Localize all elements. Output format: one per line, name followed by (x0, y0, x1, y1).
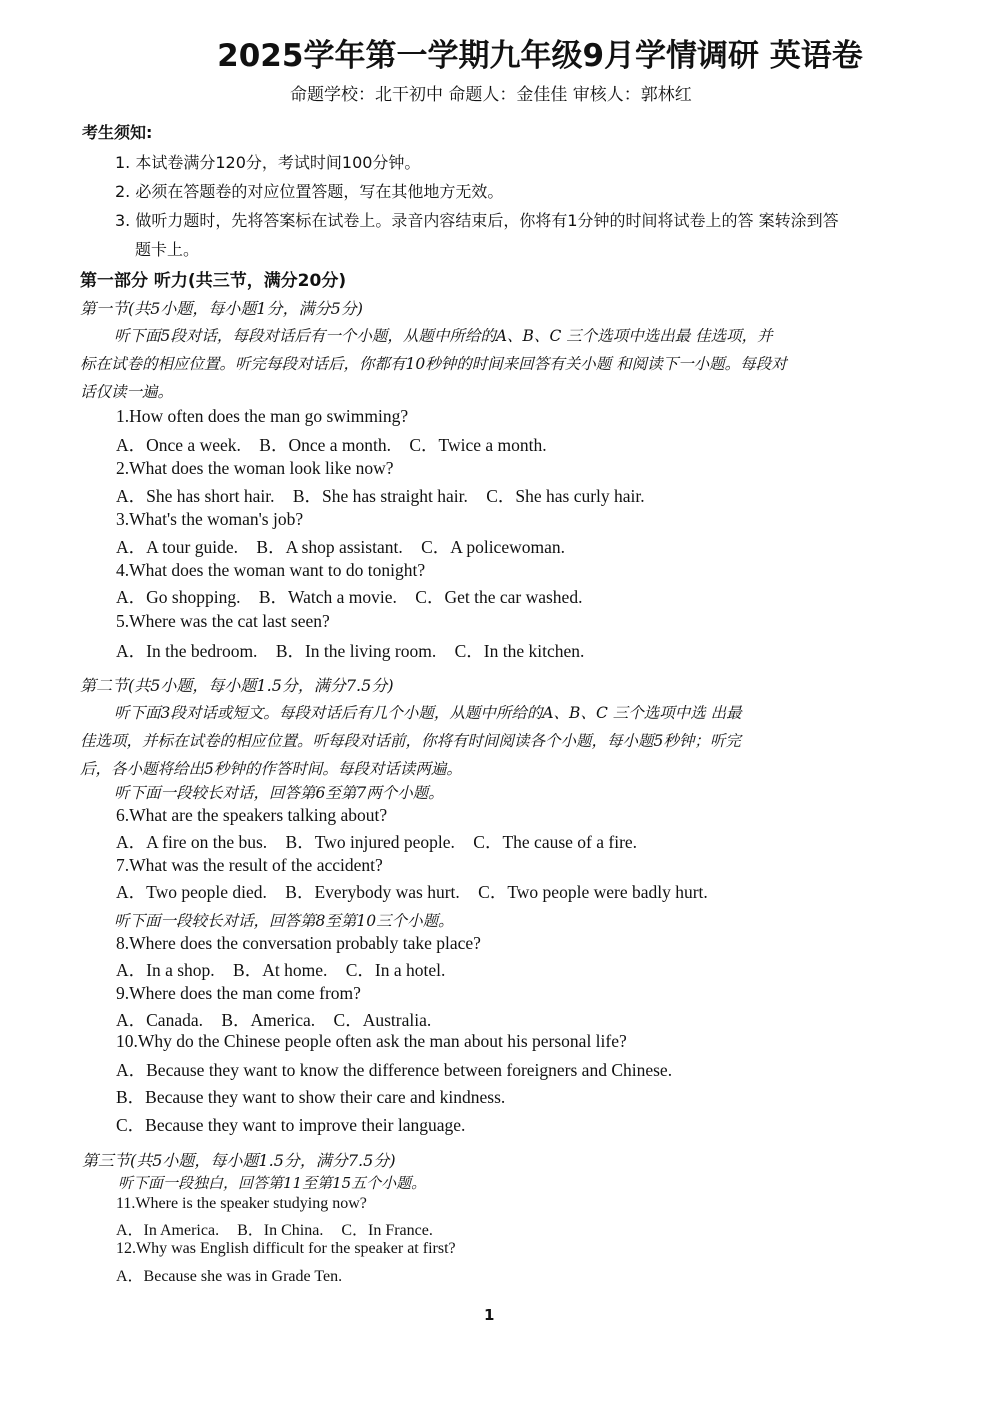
question: 9.Where does the man come from? (116, 983, 361, 1003)
option-b[interactable]: B．A shop assistant. (256, 537, 403, 557)
question: 7.What was the result of the accident? (116, 855, 383, 875)
section-title: 第二节(共5小题，每小题1.5分，满分7.5分) (80, 676, 394, 695)
question: 2.What does the woman look like now? (116, 458, 394, 478)
question: 6.What are the speakers talking about? (116, 805, 388, 825)
option-b[interactable]: B．Everybody was hurt. (285, 882, 460, 902)
option-a[interactable]: A．Once a week. (116, 435, 241, 455)
page-number: 1 (484, 1306, 495, 1324)
question: 5.Where was the cat last seen? (116, 611, 330, 631)
option-a[interactable]: A．Because she was in Grade Ten. (116, 1268, 343, 1285)
options-row (116, 483, 659, 508)
option-b[interactable]: B．Once a month. (259, 435, 391, 455)
option-c[interactable]: C．Because they want to improve their language. (116, 1115, 466, 1135)
instruction-line: 标在试卷的相应位置。听完每段对话后，你都有10秒钟的时间来回答有关小题 和阅读下一小题。每段对 (80, 355, 787, 373)
section-title: 第三节(共5小题，每小题1.5分，满分7.5分) (82, 1151, 396, 1170)
option-a[interactable]: A．In a shop. (116, 960, 215, 980)
options-row (116, 879, 722, 904)
question: 12.Why was English difficult for the speaker at first? (116, 1240, 456, 1257)
sub-instruction: 听下面一段较长对话，回答第6至第7两个小题。 (114, 784, 444, 802)
question: 1.How often does the man go swimming? (116, 406, 409, 426)
option-a[interactable]: A．Two people died. (116, 882, 267, 902)
option-a[interactable]: A．She has short hair. (116, 486, 275, 506)
option-b[interactable]: B．In China. (237, 1222, 324, 1239)
option-c[interactable]: C．A policewoman. (421, 537, 565, 557)
sub-instruction: 听下面一段较长对话，回答第8至第10三个小题。 (114, 912, 454, 930)
options-row (116, 584, 596, 609)
section-title: 第一节(共5小题，每小题1分，满分5分) (80, 299, 364, 318)
instruction-line: 听下面5段对话，每段对话后有一个小题，从题中所给的A、B、C 三个选项中选出最 佳选项，并 (114, 327, 773, 345)
option-c[interactable]: C．The cause of a fire. (473, 832, 638, 852)
question: 8.Where does the conversation probably take place? (116, 933, 481, 953)
option-c[interactable]: C．In the kitchen. (454, 641, 585, 661)
section-instructions (80, 699, 960, 783)
option-a[interactable]: A．Because they want to know the difference between foreigners and Chinese. (116, 1060, 673, 1080)
option-b[interactable]: B．She has straight hair. (292, 486, 468, 506)
options-row (116, 829, 651, 854)
notice-title: 考生须知: (82, 123, 153, 142)
instruction-line: 听下面3段对话或短文。每段对话后有几个小题，从题中所给的A、B、C 三个选项中选 出最 (114, 704, 742, 722)
instruction-line: 佳选项，并标在试卷的相应位置。听每段对话前，你将有时间阅读各个小题，每小题5秒钟；听完 (80, 732, 741, 750)
notice-list (115, 148, 955, 264)
option-a[interactable]: A．Canada. (116, 1010, 203, 1030)
options-row (116, 1007, 445, 1032)
option-a[interactable]: A．A fire on the bus. (116, 832, 268, 852)
options-row (116, 534, 579, 559)
option-c[interactable]: C．Two people were badly hurt. (478, 882, 708, 902)
option-a[interactable]: A．A tour guide. (116, 537, 239, 557)
section-instructions (80, 322, 960, 406)
page-title: 2025学年第一学期九年级9月学情调研 英语卷 (217, 38, 863, 74)
instruction-line: 后，各小题将给出5秒钟的作答时间。每段对话读两遍。 (80, 760, 462, 778)
option-b[interactable]: B．America. (221, 1010, 316, 1030)
options-row (116, 957, 459, 982)
sub-instruction: 听下面一段独白，回答第11至第15五个小题。 (118, 1174, 427, 1192)
options-row (116, 638, 598, 663)
question: 3.What's the woman's job? (116, 509, 304, 529)
option-b[interactable]: B．At home. (233, 960, 328, 980)
notice-item: 3. 做听力题时，先将答案标在试卷上。录音内容结束后，你将有1分钟的时间将试卷上的答 案转涂到答 (115, 211, 839, 230)
option-c[interactable]: C．In France. (341, 1222, 433, 1239)
option-c[interactable]: C．She has curly hair. (486, 486, 645, 506)
question: 4.What does the woman want to do tonight? (116, 560, 426, 580)
option-c[interactable]: C．In a hotel. (345, 960, 446, 980)
options-row (116, 1217, 447, 1240)
option-b[interactable]: B．Watch a movie. (258, 587, 397, 607)
notice-item: 2. 必须在答题卷的对应位置答题，写在其他地方无效。 (115, 182, 504, 201)
option-c[interactable]: C．Twice a month. (409, 435, 547, 455)
option-c[interactable]: C．Get the car washed. (415, 587, 583, 607)
option-a[interactable]: A．In America. (116, 1222, 220, 1239)
option-b[interactable]: B．Because they want to show their care and kindness. (116, 1087, 506, 1107)
notice-item: 1. 本试卷满分120分，考试时间100分钟。 (115, 153, 421, 172)
notice-item: 题卡上。 (135, 240, 200, 259)
option-a[interactable]: A．In the bedroom. (116, 641, 258, 661)
option-c[interactable]: C．Australia. (333, 1010, 432, 1030)
part-title: 第一部分 听力(共三节，满分20分) (80, 271, 347, 291)
options-row (116, 432, 561, 457)
instruction-line: 话仅读一遍。 (80, 383, 174, 401)
page-subtitle: 命题学校：北干初中 命题人：金佳佳 审核人：郭林红 (290, 85, 692, 105)
option-b[interactable]: B．In the living room. (275, 641, 437, 661)
option-b[interactable]: B．Two injured people. (285, 832, 455, 852)
question: 11.Where is the speaker studying now? (116, 1195, 367, 1212)
option-a[interactable]: A．Go shopping. (116, 587, 241, 607)
question: 10.Why do the Chinese people often ask the man about his personal life? (116, 1031, 627, 1051)
